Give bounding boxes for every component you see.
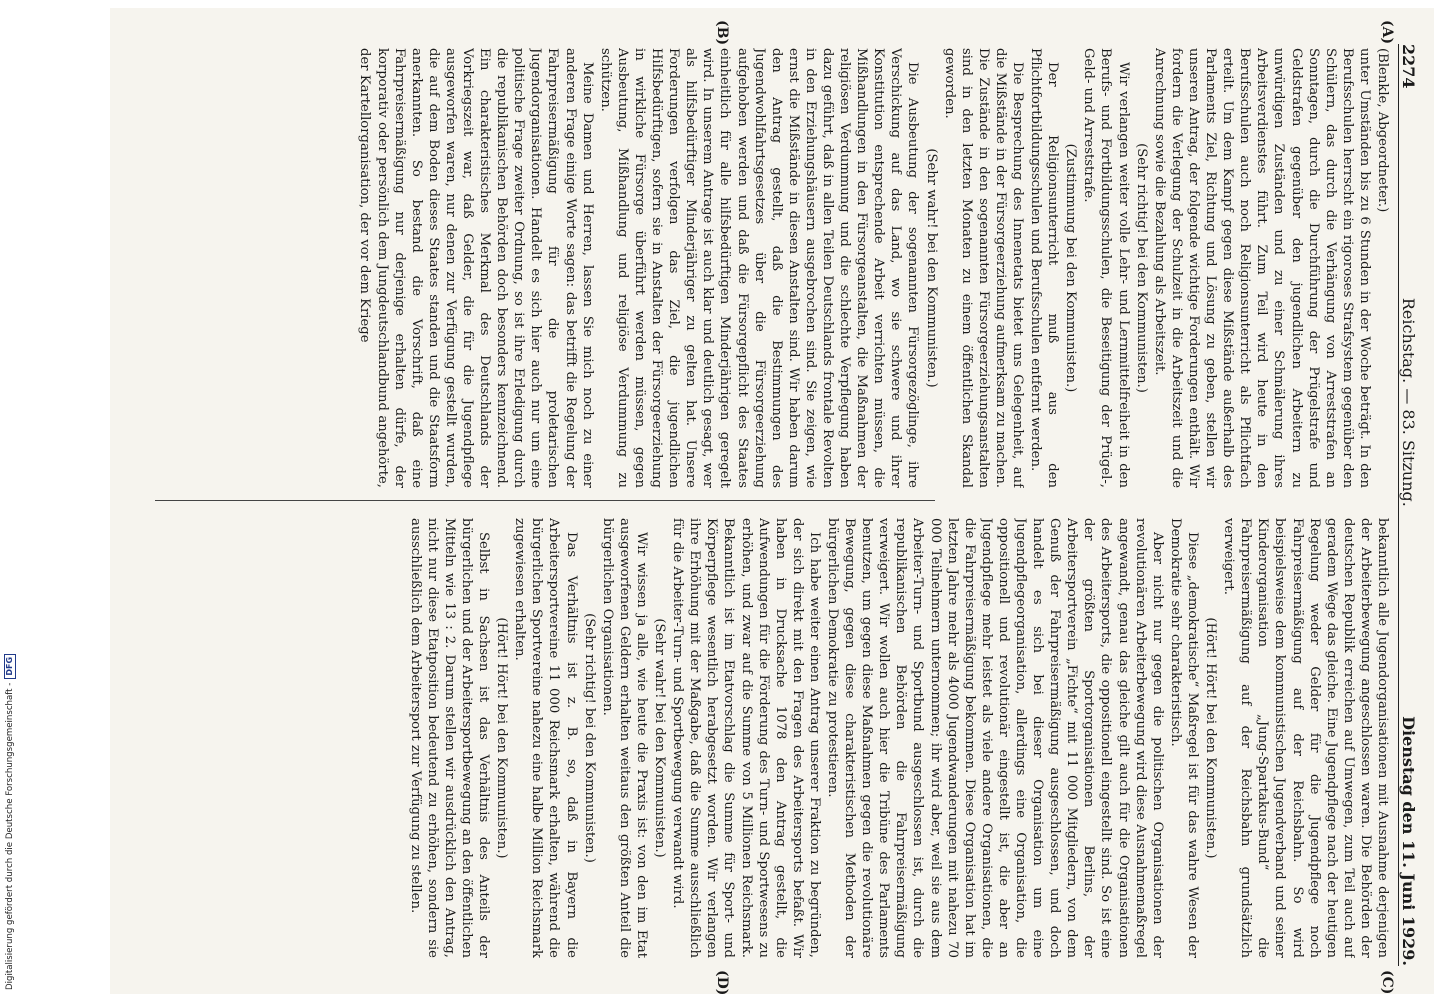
margin-marker-c: (C) [1379,970,1395,995]
dfg-logo-icon: DFG [4,654,16,679]
right-column [141,518,1391,958]
paragraph: Die Ausbeutung der sogenannten Fürsorgezöglinge, ihre Verschickung auf das Land, wo sie schwere und ihrer Konstitution entsprechende Arbeit verrichten müssen, die Mißhandlungen in den Fürsorgeanstalten, die Maßnahmen der religiösen Verdummung und die schlechte Verpflegung haben dazu geführt, daß in allen Teilen Deutschlands frontale Revolten in den Erziehungshäusern ausgebrochen sind. Sie zeigen, wie ernst die Mißstände in diesen Anstalten sind. Wir haben darum den Antrag gestellt, daß die Bestimmungen des Jugendwohlfahrtsgesetzes über die Fürsorgeerziehung aufgehoben werden und daß die Fürsorgepflicht des Staates einheitlich für alle hilfsbedürftigen Minderjährigen geregelt wird. In unserem Antrage ist auch klar und deutlich gesagt, wer als hilfsbedürftiger Minderjähriger zu gelten hat. Unsere Forderungen verfolgen das Ziel, die jugendlichen Hilfsbedürftigen, sofern sie in Anstalten der Fürsorgeerziehung in wirkliche Fürsorge überführt werden müssen, gegen Ausbeutung, Mißhandlung und religiöse Verdummung zu schützen. [597,48,921,488]
digitization-credit [4,0,16,990]
header-date: Dienstag den 11. Juni 1929. [1399,716,1418,966]
paragraph: Diese „demokratische“ Maßregel ist für das wahre Wesen der Demokratie sehr charakteristisch. [1167,518,1200,958]
paragraph: Aber nicht nur gegen die politischen Organisationen der revolutionären Arbeiterbewegung wird diese Ausnahmemaßregel angewandt, genau das gleiche gilt auch für die Organisationen des Arbeitersports, die oppositionell eingestellt sind. So ist eine der größten Sportorganisationen Berlins, der Arbeitersportverein „Fichte“ mit 11 000 Mitgliedern, von dem Genuß der Fahrpreisermäßigung ausgeschlossen, und doch handelt es sich bei dieser Organisation um eine Jugendpflegeorganisation, allerdings eine Organisation, die oppositionell und revolutionär eingestellt ist, die aber an Jugendpflege mehr leistet als viele andere Organisationen, die die Fahrpreisermäßigung bekommen. Diese Organisation hat im letzten Jahre mehr als 4000 Jugendwanderungen mit nahezu 70 000 Teilnehmern unternommen; ihr wird aber, weil sie aus dem Arbeiter-Turn- und Sportbund ausgeschlossen ist, durch die republikanischen Behörden die Fahrpreisermäßigung verweigert. Wir wollen auch hier die Tribüne des Parlaments benutzen, um gegen diese Maßnahmen gegen die revolutionäre Bewegung, gegen diese charakteristischen Methoden der bürgerlichen Demokratie zu protestieren. [825,518,1165,958]
interjection: (Zustimmung bei den Kommunisten.) [1063,143,1079,393]
page-content [110,8,1434,994]
speaker-line: (Blenkle, Abgeordneter.) [1375,48,1390,213]
paragraph: Wir wissen ja alle, wie heute die Praxis ist: von den im Etat ausgeworfenen Geldern erhalten weitaus den größten Anteil die bürgerlichen Organisationen. [599,518,649,958]
interjection: (Sehr wahr! bei den Kommunisten.) [923,148,939,388]
margin-marker-d: (D) [714,970,730,996]
margin-marker-b: (B) [714,20,730,46]
column-divider [155,500,935,501]
interjection: (Sehr richtig! bei den Kommunisten.) [1133,143,1149,393]
interjection: (Sehr richtig! bei den Kommunisten.) [581,613,597,863]
interjection: (Hört! Hört! bei den Kommunisten.) [494,617,510,859]
paragraph: Selbst in Sachsen ist das Verhältnis des Anteils der bürgerlichen und der Arbeitersportbewegung an den öffentlichen Mitteln wie 13 : 2. Darum stellen wir ausdrücklich den Antrag, nicht nur diese Etatposition bedeutend zu erhöhen, sondern sie ausschließlich dem Arbeitersport zur Verfügung zu stellen. [407,518,492,958]
page-number: 2274 [1399,44,1418,89]
paragraph: unter Umständen bis zu 6 Stunden in der Woche beträgt. In den Berufsschulen herrscht ein rigoroses Strafsystem gegenüber den Schülern, das durch die Verhängung von Arreststrafen an Sonntagen, durch die Durchführung der Prügelstrafe und Geldstrafen gegenüber den jugendlichen Arbeitern zu unwürdigen Zuständen und zu einer Schmälerung ihres Arbeitsverdienstes führt. Zum Teil wird heute in den Berufsschulen auch noch Religionsunterricht als Pflichtfach erteilt. Um dem Kampf gegen diese Mißstände außerhalb des Parlaments Ziel, Richtung und Lösung zu geben, stellen wir unseren Antrag, der folgende wichtige Forderungen enthält. Wir fordern die Verlegung der Schulzeit in die Arbeitszeit und die Anrechnung sowie die Bezahlung als Arbeitszeit. [1151,48,1372,488]
paragraph: Wir verlangen weiter volle Lehr- und Lernmittelfreiheit in den Berufs- und Fortbildungsschulen, die Beseitigung der Prügel-, Geld- und Arreststrafe. [1081,48,1131,488]
credit-text: Digitalisierung gefördert durch die Deutsche Forschungsgemeinschaft - [5,682,15,990]
page-header [1398,44,1423,966]
paragraph: Ich habe weiter einen Antrag unserer Fraktion zu begründen, der sich direkt mit den Fragen des Arbeitersports befaßt. Wir haben in Drucksache 1078 den Antrag gestellt, die Aufwendungen für die Förderung des Turn- und Sportwesens zu erhöhen, und zwar auf die Summe von 5 Millionen Reichsmark. Bekanntlich ist im Etatvorschlag die Summe für Sport- und Körperpflege wesentlich herabgesetzt worden. Wir verlangen ihre Erhöhung mit der Maßgabe, daß die Summe ausschließlich für die Arbeiter-Turn- und Sportbewegung verwandt wird. [670,518,822,958]
margin-marker-a: (A) [1379,20,1395,45]
paragraph: Die Besprechung des Innenetats bietet uns Gelegenheit, auf die Mißstände in der Fürsorgeerziehung aufmerksam zu machen. Die Zustände in den sogenannten Fürsorgeerziehungsanstalten sind in den letzten Monaten zu einem öffentlichen Skandal geworden. [941,48,1026,488]
interjection: (Hört! Hört! bei den Kommunisten.) [1203,617,1219,859]
paragraph: Meine Damen und Herren, lassen Sie mich noch zu einer anderen Frage einige Worte sagen: das betrifft die Regelung der Fahrpreisermäßigung für die proletarischen Jugendorganisationen. Handelt es sich hier auch nur um eine politische Frage zweiter Ordnung, so ist ihre Erledigung durch die republikanischen Behörden doch besonders kennzeichnend. Ein charakteristisches Merkmal des Deutschlands der Vorkriegszeit war, daß Gelder, die für die Jugendpflege ausgeworfen waren, nur denen zur Verfügung gestellt wurden, die auf dem Boden dieses Staates standen und die Staatsform anerkannten. So bestand die Vorschrift, daß eine Fahrpreisermäßigung nur derjenige erhalten dürfe, der korporativ oder persönlich dem Jungdeutschlandbund angehörte, der Kartellorganisation, der vor dem Kriege [357,48,595,488]
scanned-page [110,8,1434,994]
left-column [141,48,1391,488]
paragraph: bekanntlich alle Jugendorganisationen mit Ausnahme derjenigen der Arbeiterbewegung angeschlossen waren. Die Behörden der deutschen Republik erreichen auf Umwegen, zum Teil auch auf geradem Wege das gleiche. Eine Jugendpflege nach der heutigen Regelung weder Gelder für die Jugendpflege noch Fahrpreisermäßigung auf der Reichsbahn. So wird beispielsweise dem kommunistischen Jugendverband und seiner Kinderorganisation „Jung-Spartakus-Bund“ die Fahrpreisermäßigung auf der Reichsbahn grundsätzlich verweigert. [1221,518,1390,958]
paragraph: Das Verhältnis ist z. B. so, daß in Bayern die Arbeitersportvereine 11 000 Reichsmark erhalten, während die bürgerlichen Sportvereine nahezu eine halbe Million Reichsmark zugewiesen erhalten. [512,518,579,958]
header-title: Reichstag. — 83. Sitzung. [1399,297,1418,507]
interjection: (Sehr wahr! bei den Kommunisten.) [652,618,668,858]
paragraph: Der Religionsunterricht muß aus den Pflichtfortbildungsschulen und Berufsschulen entfernt werden. [1028,48,1061,488]
